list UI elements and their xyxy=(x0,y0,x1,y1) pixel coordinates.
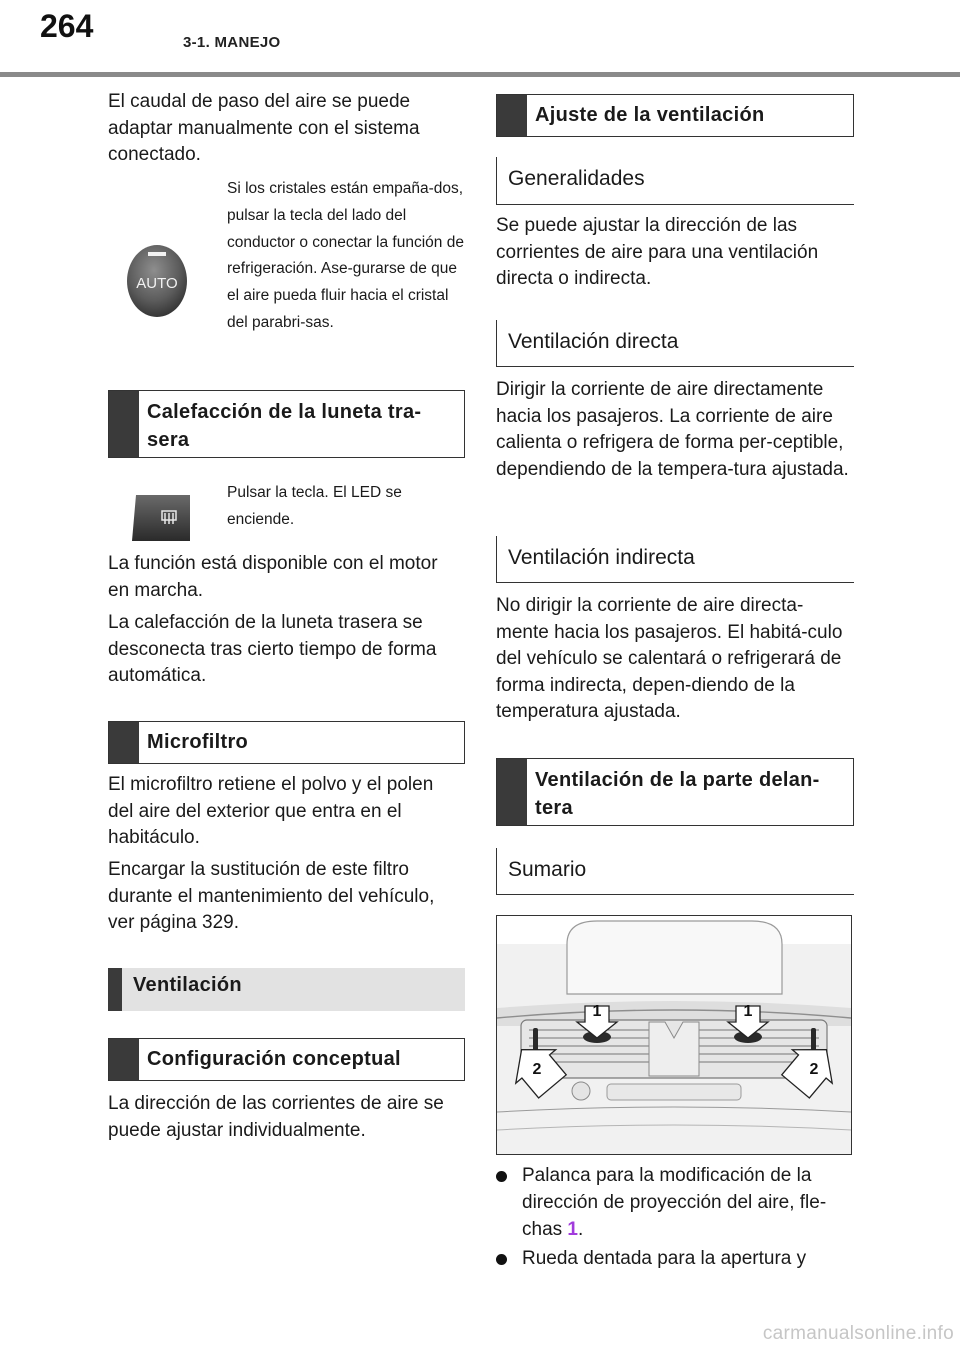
bullet-lever-marker: 1 xyxy=(567,1219,578,1240)
intro-paragraph: El caudal de paso del aire se puede adaptar manualmente con el sistema conectado. xyxy=(108,91,420,165)
rear-heat-note: Pulsar la tecla. El LED se enciende. xyxy=(227,484,402,528)
dashboard-vents-figure xyxy=(496,915,852,1155)
rear-heat-paragraph-1: La función está disponible con el motor en marcha. xyxy=(108,553,438,601)
bullet-wheel-text: Rueda dentada para la apertura y xyxy=(522,1248,807,1269)
ventilation-section-heading xyxy=(108,968,465,1011)
general-paragraph: Se puede ajustar la dirección de las corrientes de aire para una ventilación directa o indirecta. xyxy=(496,215,819,289)
rear-heat-heading xyxy=(108,390,465,458)
callout-label-1-right: 1 xyxy=(743,1003,753,1020)
direct-subheading xyxy=(496,320,854,367)
microfilter-paragraph-2: Encargar la sustitución de este filtro durante el mantenimiento del vehículo, ver página 329. xyxy=(108,859,435,933)
bullet-lever-end: . xyxy=(578,1219,584,1240)
indirect-subheading xyxy=(496,536,854,583)
direct-paragraph: Dirigir la corriente de aire directamente hacia los pasajeros. La corriente de aire calienta o refrigera de forma per-ceptible, dependiendo de la tempera-tura ajustada. xyxy=(496,379,849,480)
front-ventilation-heading xyxy=(496,758,854,826)
direct-title: Ventilación directa xyxy=(508,330,679,353)
general-subheading xyxy=(496,157,854,205)
auto-note: Si los cristales están empaña-dos, pulsar la tecla del lado del conductor o conectar la función de refrigeración. Ase-gurarse de que el aire pueda fluir hacia el cristal del parabri-sas. xyxy=(227,180,464,331)
rear-heat-paragraph-2: La calefacción de la luneta trasera se desconecta tras cierto tiempo de forma automática. xyxy=(108,612,437,686)
concept-heading xyxy=(108,1038,465,1081)
summary-subheading xyxy=(496,848,854,895)
indirect-title: Ventilación indirecta xyxy=(508,546,695,569)
chapter-title: 3-1. MANEJO xyxy=(183,34,281,51)
header-rule xyxy=(0,72,960,77)
microfilter-title: Microfiltro xyxy=(147,731,249,753)
indirect-paragraph: No dirigir la corriente de aire directa-mente hacia los pasajeros. El habitá-culo del vehículo se calentará o refrigerará de forma indirecta, depen-diendo de la temperatura ajustada. xyxy=(496,595,843,722)
front-ventilation-title: Ventilación de la parte delan-tera xyxy=(535,769,820,819)
rear-defrost-button-image xyxy=(130,493,192,543)
auto-button-image xyxy=(126,240,188,318)
bullet-item-lever xyxy=(496,1162,852,1244)
watermark: carmanualsonline.info xyxy=(762,1323,954,1344)
page-number: 264 xyxy=(40,8,94,44)
adjust-heading xyxy=(496,94,854,137)
auto-button-label: AUTO xyxy=(136,275,178,292)
bullet-lever-text: Palanca para la modificación de la dirección de proyección del aire, fle-chas xyxy=(522,1165,827,1240)
callout-label-1-left: 1 xyxy=(592,1003,602,1020)
rear-heat-title: Calefacción de la luneta tra-sera xyxy=(147,401,422,451)
microfilter-heading xyxy=(108,721,465,764)
concept-title: Configuración conceptual xyxy=(147,1048,401,1070)
bullet-dot xyxy=(496,1171,507,1182)
adjust-title: Ajuste de la ventilación xyxy=(535,104,765,126)
callout-label-2-left: 2 xyxy=(532,1061,542,1078)
microfilter-paragraph-1: El microfiltro retiene el polvo y el polen del aire del exterior que entra en el habitáculo. xyxy=(108,774,434,848)
bullet-item-wheel xyxy=(496,1245,852,1273)
concept-paragraph: La dirección de las corrientes de aire se puede ajustar individualmente. xyxy=(108,1093,444,1141)
bullet-dot xyxy=(496,1254,507,1265)
callout-label-2-right: 2 xyxy=(809,1061,819,1078)
summary-title: Sumario xyxy=(508,858,587,881)
ventilation-title: Ventilación xyxy=(133,974,242,996)
general-title: Generalidades xyxy=(508,167,645,190)
